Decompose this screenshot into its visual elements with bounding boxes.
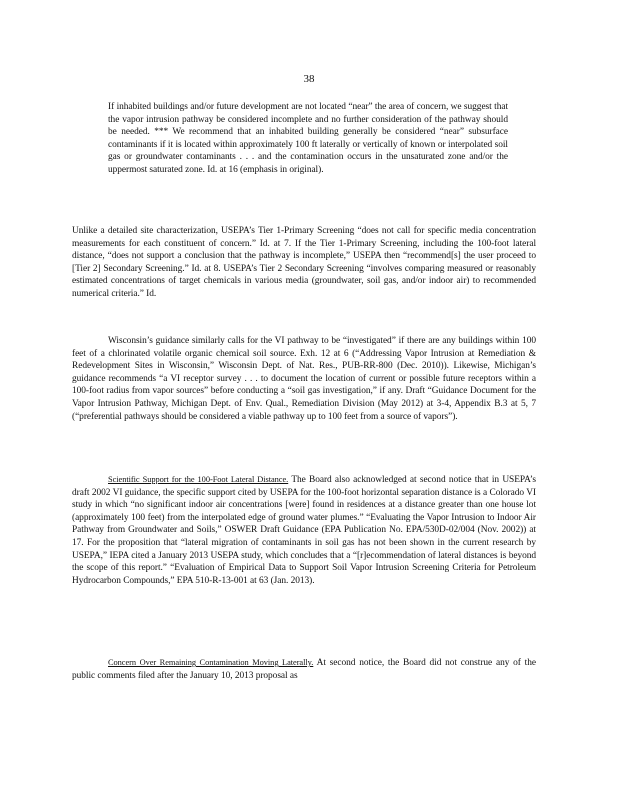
paragraph-text: Wisconsin’s guidance similarly calls for the VI pathway to be “investigated” if there are any buildings within 100 feet of a chlorinated volatile organic chemical soil source. Exh. 12 at 6 (“Addressing Vapor Intrusion at Remediation & Redevelopment Sites in Wisconsin,” Wisconsin Dept. of Nat. Res., PUB-RR-800 (Dec. 2010)). Likewise, Michigan’s guidance recommends “a VI receptor survey . . . to document the location of current or possible future receptors within a 100-foot radius from vapor sources” before conducting a “soil gas investigation,” if any. Draft “Guidance Document for the Vapor Intrusion Pathway, Michigan Dept. of Env. Qual., Remediation Division (May 2012) at 3-4, Appendix B.3 at 5, 7 (“preferential pathways should be considered a viable pathway up to 100 feet from a source of vapors”). [72,336,536,422]
section-heading: Concern Over Remaining Contamination Moving Laterally. [108,658,314,667]
paragraph-scientific-support [72,474,536,587]
paragraph-text: The Board also acknowledged at second notice that in USEPA’s draft 2002 VI guidance, the specific support cited by USEPA for the 100-foot horizontal separation distance is a Colorado VI study in which “no significant indoor air concentrations [were] found in residences at a distance greater than one house lot (approximately 100 feet) from the interpolated edge of ground water plumes.” “Evaluating the Vapor Intrusion to Indoor Air Pathway from Groundwater and Soils,” OSWER Draft Guidance (EPA Publication No. EPA/530D-02/004 (Nov. 2002)) at 17. For the proposition that “lateral migration of contaminants in soil gas has not been shown in the current research by USEPA,” IEPA cited a January 2013 USEPA study, which concludes that a “[r]ecommendation of lateral distances is beyond the scope of this report.” “Evaluation of Empirical Data to Support Soil Vapor Intrusion Screening Criteria for Petroleum Hydrocarbon Compounds,” EPA 510-R-13-001 at 63 (Jan. 2013). [72,475,537,586]
paragraph-remaining-contamination [72,657,536,682]
paragraph-text: At second notice, the Board did not construe any of the public comments filed after the January 10, 2013 proposal as [72,658,536,681]
page-number: 38 [303,73,315,85]
paragraph-wisconsin-guidance [72,335,536,423]
paragraph-tier-screening: Unlike a detailed site characterization, USEPA’s Tier 1-Primary Screening “does not call for specific media concentration measurements for each constituent of concern.” Id. at 7. If the Tier 1-Primary Screening, including the 100-foot lateral distance, “does not support a conclusion that the pathway is incomplete,” USEPA then “recommend[s] the user proceed to [Tier 2] Secondary Screening.” Id. at 8. USEPA’s Tier 2 Secondary Screening “involves comparing measured or reasonably estimated concentrations of target chemicals in various media (groundwater, soil gas, and/or indoor air) to recommended numerical criteria.” Id. [72,226,536,299]
block-quote: If inhabited buildings and/or future development are not located “near” the area of concern, we suggest that the vapor intrusion pathway be considered incomplete and no further consideration of the pathway should be needed. *** We recommend that an inhabited building generally be considered “near” subsurface contaminants if it is located within approximately 100 ft laterally or vertically of known or interpolated soil gas or groundwater contaminants . . . and the contamination occurs in the unsaturated zone and/or the uppermost saturated zone. Id. at 16 (emphasis in original). [108,102,508,175]
section-heading: Scientific Support for the 100-Foot Lateral Distance. [108,475,289,484]
